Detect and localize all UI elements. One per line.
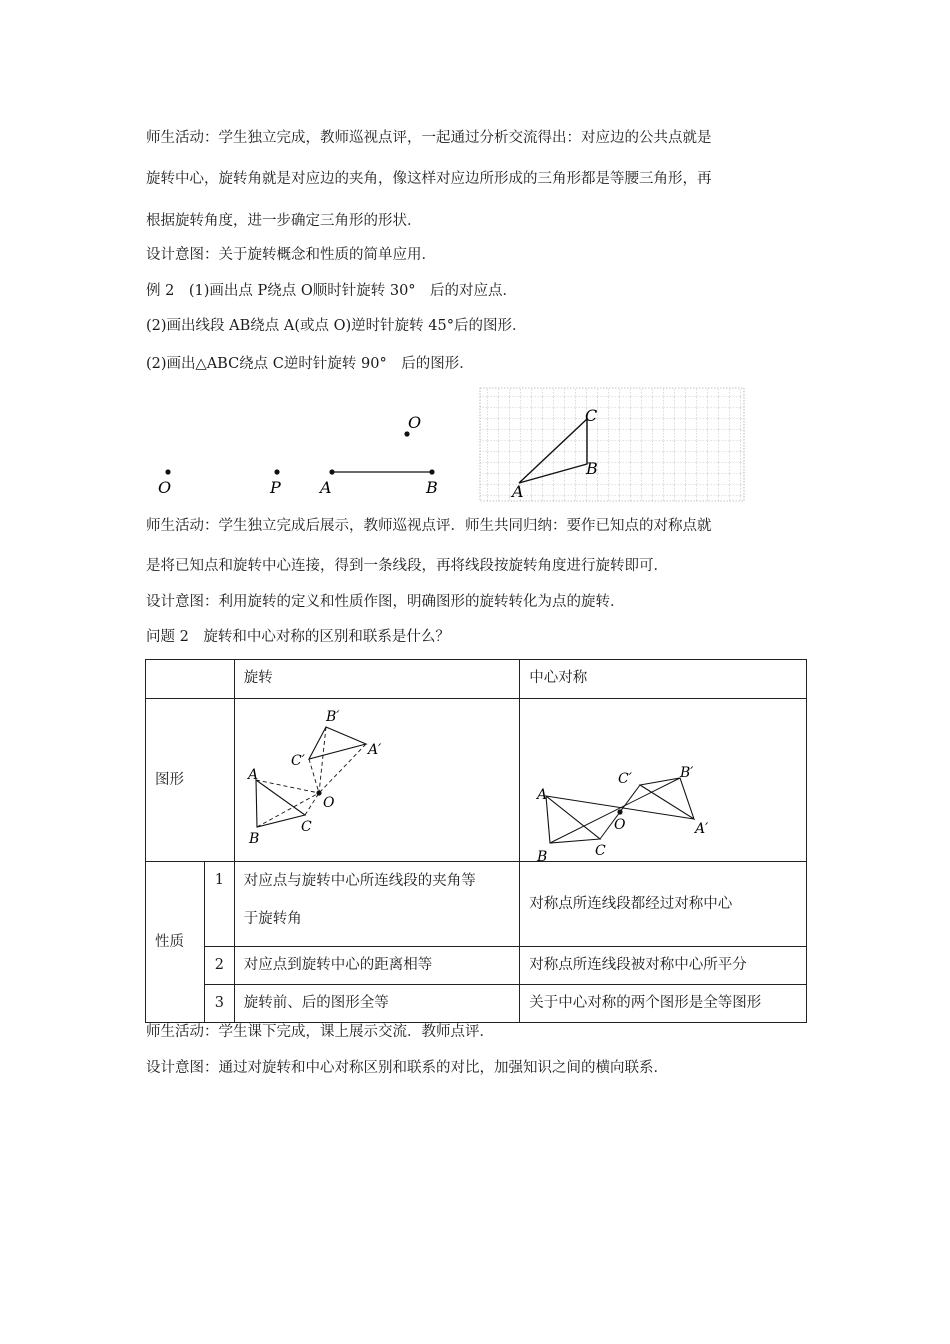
property-1-num: 1 — [214, 872, 224, 888]
paragraph-activity-3: 师生活动：学生课下完成，课上展示交流．教师点评． — [146, 1024, 494, 1040]
example-2-question-2: (2)画出线段 AB绕点 A(或点 O)逆时针旋转 45°后的图形． — [146, 318, 527, 334]
property-2-rotation-cell — [234, 947, 520, 985]
grid-label-b: B — [586, 459, 598, 478]
property-2-rotation: 对应点到旋转中心的距离相等 — [243, 957, 433, 973]
paragraph-design-1: 设计意图：关于旋转概念和性质的简单应用． — [146, 247, 436, 263]
point-b-label: B — [426, 478, 438, 497]
paragraph-design-2: 设计意图：利用旋转的定义和性质作图，明确图形的旋转转化为点的旋转． — [146, 594, 625, 610]
paragraph-activity-1-line1: 师生活动：学生独立完成，教师巡视点评，一起通过分析交流得出：对应边的公共点就是 — [146, 130, 712, 146]
grid-label-c: C — [585, 406, 598, 425]
point-o2-dot — [404, 431, 409, 436]
central-label-c-prime: C′ — [618, 771, 633, 787]
rotation-label-b-prime: B′ — [325, 709, 340, 725]
paragraph-design-3: 设计意图：通过对旋转和中心对称区别和联系的对比，加强知识之间的横向联系． — [146, 1060, 668, 1076]
row-property-label: 性质 — [155, 934, 184, 950]
comparison-table — [145, 659, 807, 1023]
rotation-center-dot — [316, 790, 321, 795]
row-figure-label: 图形 — [155, 772, 184, 788]
rotation-label-a: A — [247, 767, 258, 783]
central-label-a: A — [537, 787, 548, 803]
rotation-triangle-abc-prime — [309, 727, 366, 759]
property-row-3 — [146, 985, 807, 1023]
header-rotation: 旋转 — [243, 670, 273, 686]
rotation-label-c-prime: C′ — [290, 753, 305, 769]
point-a-label: A — [320, 478, 332, 497]
header-rotation-cell — [234, 660, 520, 699]
table-corner-cell — [146, 660, 235, 699]
property-row-1 — [146, 862, 807, 947]
grid-triangle-figure — [476, 385, 748, 503]
property-1-rotation-line2: 于旋转角 — [243, 911, 302, 927]
header-central-symmetry: 中心对称 — [529, 670, 588, 686]
property-2-central: 对称点所连线段被对称中心所平分 — [529, 957, 747, 973]
row-figure-label-cell — [146, 699, 235, 862]
property-1-central: 对称点所连线段都经过对称中心 — [529, 896, 733, 912]
central-label-o: O — [614, 817, 626, 833]
central-label-b: B — [537, 849, 548, 865]
property-1-rotation-line1: 对应点与旋转中心所连线段的夹角等 — [243, 873, 476, 889]
paragraph-activity-1-line3: 根据旋转角度，进一步确定三角形的形状． — [146, 213, 422, 229]
point-b-dot — [429, 469, 434, 474]
central-label-a-prime: A′ — [695, 821, 709, 837]
property-1-central-cell — [520, 862, 807, 947]
property-3-rotation: 旋转前、后的图形全等 — [243, 995, 389, 1011]
property-1-num-cell — [204, 862, 234, 947]
example-2-points-figure — [140, 395, 460, 505]
point-p-label: P — [270, 478, 281, 497]
example-2-question-3: (2)画出△ABC绕点 C逆时针旋转 90° 后的图形． — [146, 356, 474, 372]
row-property-label-cell — [146, 862, 205, 1023]
property-3-num: 3 — [214, 995, 224, 1011]
rotation-label-c: C — [300, 819, 312, 835]
property-3-num-cell — [204, 985, 234, 1023]
property-3-central-cell — [520, 985, 807, 1023]
property-1-rotation — [235, 862, 520, 946]
point-p-dot — [274, 469, 279, 474]
property-row-2 — [146, 947, 807, 985]
rotation-dashed-lines — [256, 727, 366, 827]
paragraph-activity-2-line2: 是将已知点和旋转中心连接，得到一条线段，再将线段按旋转角度进行旋转即可． — [146, 558, 668, 574]
property-3-central: 关于中心对称的两个图形是全等图形 — [529, 995, 762, 1011]
paragraph-activity-2-line1: 师生活动：学生独立完成后展示，教师巡视点评．师生共同归纳：要作已知点的对称点就 — [146, 518, 712, 534]
paragraph-activity-1-line2: 旋转中心，旋转角就是对应边的夹角，像这样对应边所形成的三角形都是等腰三角形，再 — [146, 171, 712, 187]
property-2-num: 2 — [214, 957, 224, 973]
rotation-label-o: O — [322, 795, 335, 811]
question-2-title: 问题 2 旋转和中心对称的区别和联系是什么？ — [146, 629, 450, 645]
point-o2-label: O — [408, 413, 422, 432]
point-o-label: O — [158, 478, 172, 497]
rotation-figure-cell — [234, 699, 520, 862]
table-header-row — [146, 660, 807, 699]
property-3-rotation-cell — [234, 985, 520, 1023]
point-a-dot — [329, 469, 334, 474]
central-label-b-prime: B′ — [680, 765, 694, 781]
central-center-dot — [618, 809, 623, 814]
property-1-rotation-cell — [234, 862, 520, 947]
central-figure-cell — [520, 699, 807, 865]
rotation-label-b: B — [248, 831, 260, 847]
point-o-dot — [165, 469, 170, 474]
central-symmetry-figure — [530, 699, 730, 865]
table-figure-row — [146, 699, 807, 862]
property-2-central-cell — [520, 947, 807, 985]
rotation-label-a-prime: A′ — [367, 742, 382, 758]
grid-label-a: A — [512, 482, 524, 501]
property-2-num-cell — [204, 947, 234, 985]
header-central-cell — [520, 660, 807, 699]
rotation-figure — [241, 699, 401, 849]
central-label-c: C — [595, 843, 607, 859]
example-2-title: 例 2 (1)画出点 P绕点 O顺时针旋转 30° 后的对应点． — [146, 283, 518, 299]
rotation-triangle-abc — [256, 780, 305, 827]
